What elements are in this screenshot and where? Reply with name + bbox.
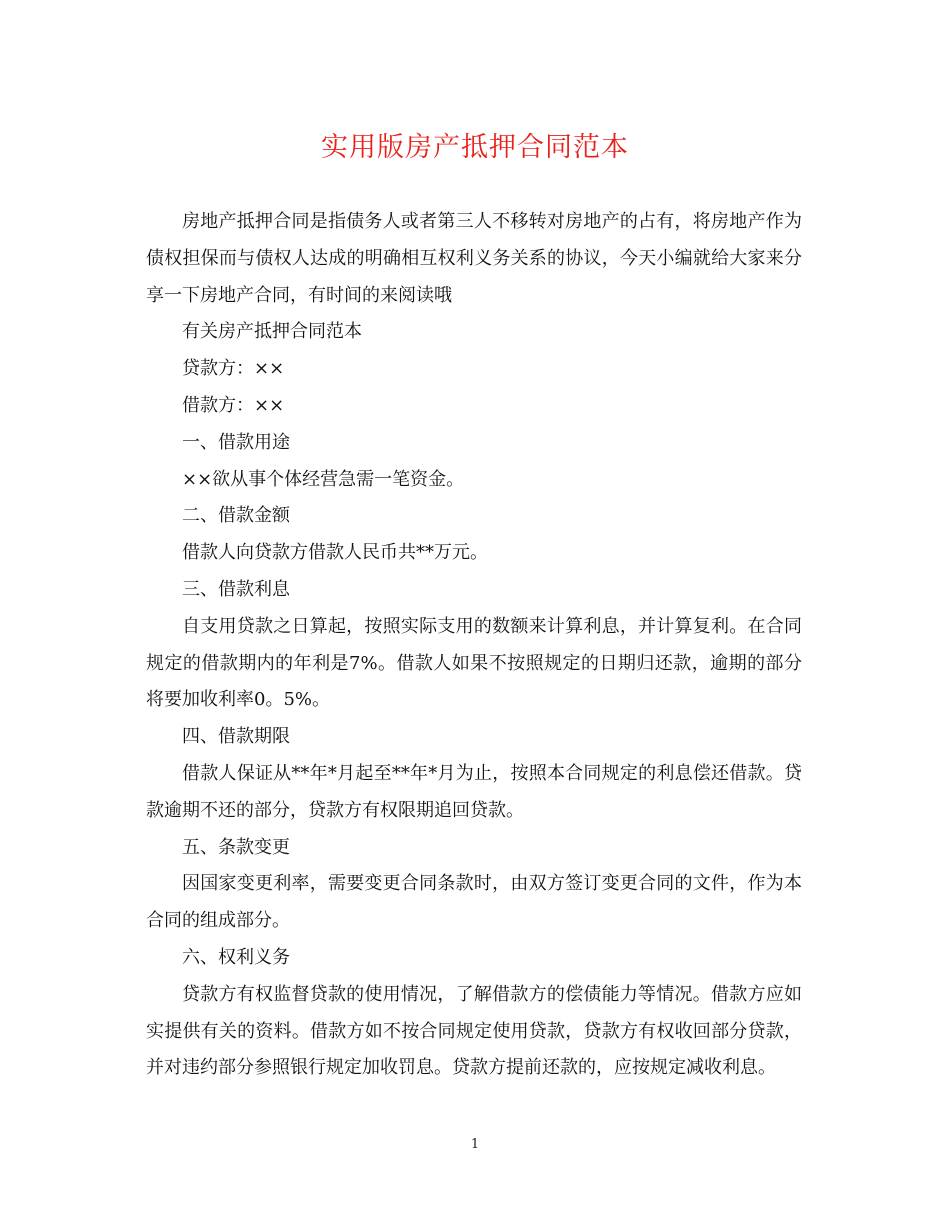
document-title: 实用版房产抵押合同范本 bbox=[321, 132, 629, 163]
section-text-purpose: ××欲从事个体经营急需一笔资金。 bbox=[182, 468, 465, 490]
section-text-amount: 借款人向贷款方借款人民币共**万元。 bbox=[182, 542, 488, 564]
lender-line: 贷款方：×× bbox=[182, 358, 285, 380]
document-body bbox=[146, 204, 802, 1087]
section-heading-interest: 三、借款利息 bbox=[182, 578, 290, 600]
section-text-rights: 贷款方有权监督贷款的使用情况，了解借款方的偿债能力等情况。借款方应如实提供有关的资料。借款方如不按合同规定使用贷款，贷款方有权收回部分贷款，并对违约部分参照银行规定加收罚息。贷款方提前还款的，应按规定减收利息。 bbox=[146, 983, 802, 1079]
section-heading-changes: 五、条款变更 bbox=[182, 836, 290, 858]
section-heading-purpose: 一、借款用途 bbox=[182, 431, 290, 453]
section-heading-rights: 六、权利义务 bbox=[182, 946, 290, 968]
page-number: 1 bbox=[470, 1137, 480, 1152]
borrower-line: 借款方：×× bbox=[182, 394, 285, 416]
section-heading-amount: 二、借款金额 bbox=[182, 505, 290, 527]
section-text-term: 借款人保证从**年*月起至**年*月为止，按照本合同规定的利息偿还借款。贷款逾期不还的部分，贷款方有权限期追回贷款。 bbox=[146, 762, 802, 821]
section-text-changes: 因国家变更利率，需要变更合同条款时，由双方签订变更合同的文件，作为本合同的组成部分。 bbox=[146, 873, 802, 932]
section-heading-term: 四、借款期限 bbox=[182, 726, 290, 748]
intro-paragraph: 房地产抵押合同是指债务人或者第三人不移转对房地产的占有，将房地产作为债权担保而与债权人达成的明确相互权利义务关系的协议，今天小编就给大家来分享一下房地产合同，有时间的来阅读哦 bbox=[146, 211, 802, 306]
section-text-interest: 自支用贷款之日算起，按照实际支用的数额来计算利息，并计算复利。在合同规定的借款期内的年利是7%。借款人如果不按照规定的日期归还款，逾期的部分将要加收利率0。5%。 bbox=[146, 615, 802, 711]
contract-heading: 有关房产抵押合同范本 bbox=[182, 321, 362, 343]
